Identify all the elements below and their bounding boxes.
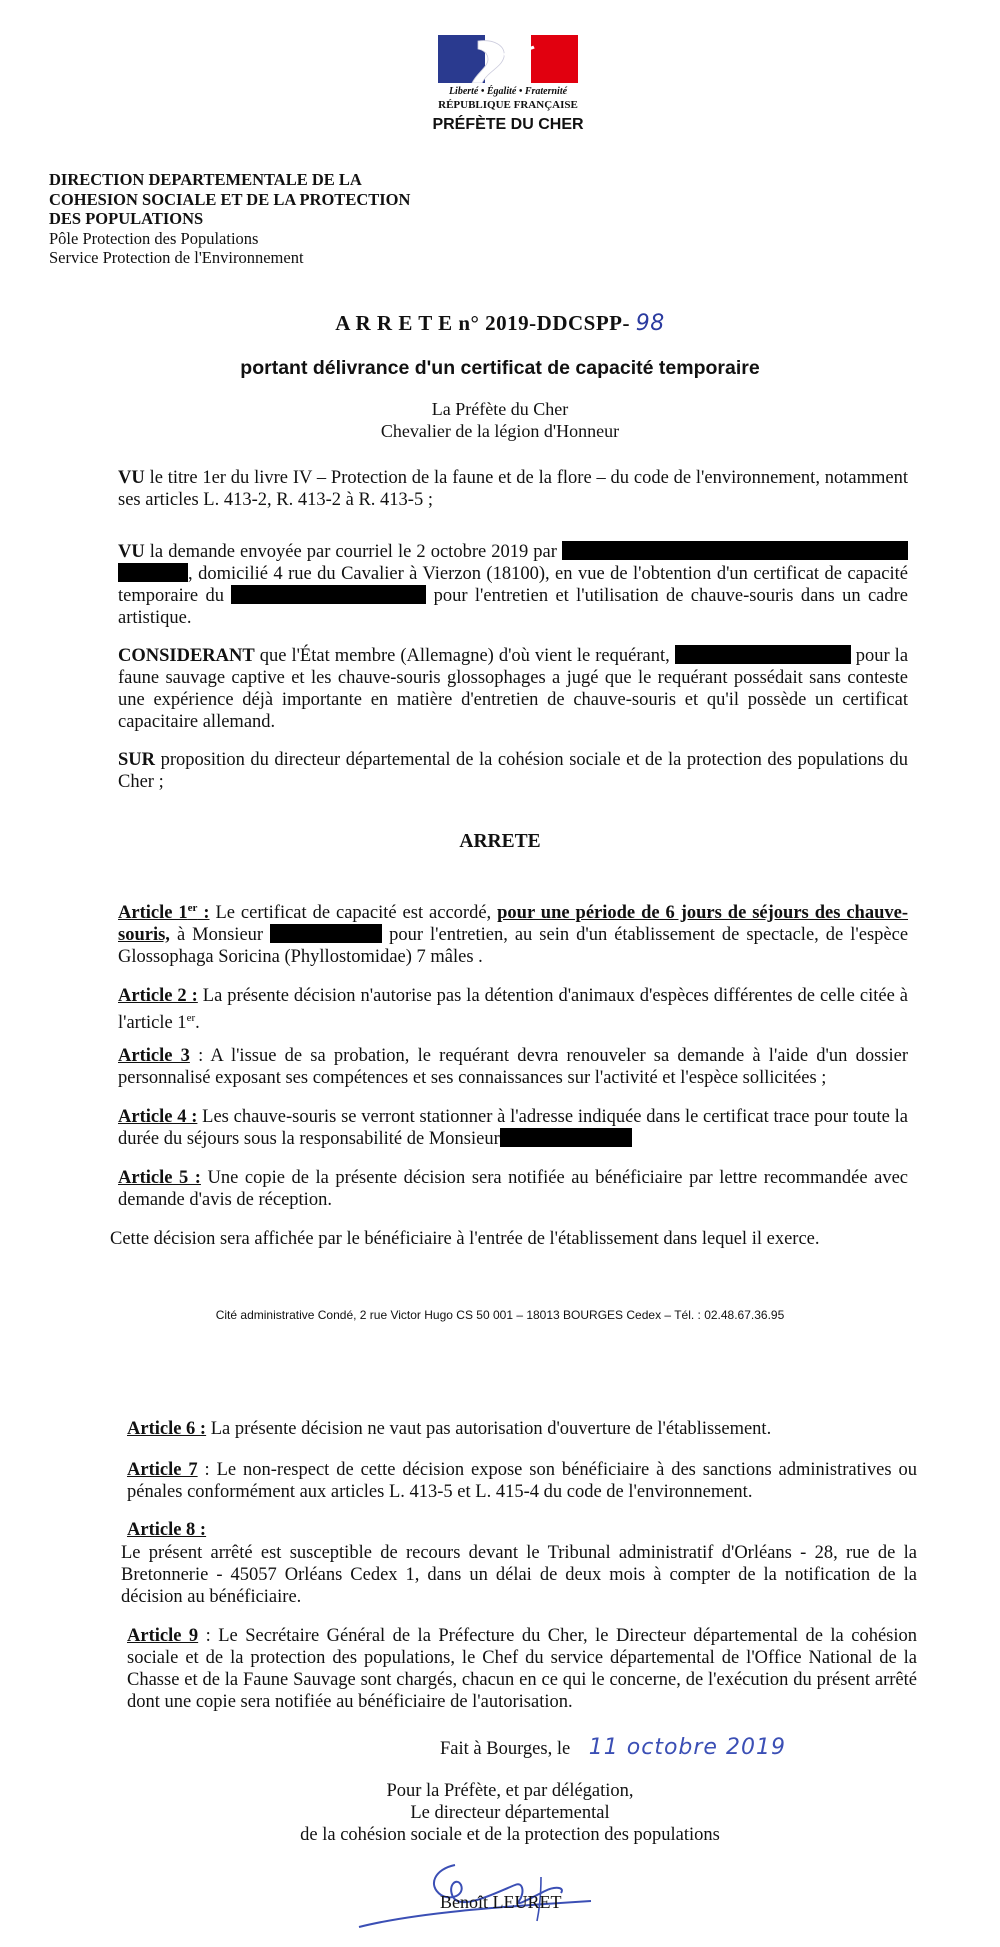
arrete-title-text: A R R E T E n° 2019-DDCSPP- [335, 311, 630, 335]
sur-label: SUR [118, 750, 156, 770]
article-1-text-c: pour l'entretien, au sein d'un établissement de spectacle, de l'espèce Glossophaga Soricina (Phyllostomidae) 7 mâles . [118, 925, 909, 968]
redacted-requester-name-cont [118, 563, 188, 582]
article-5-text: Une copie de la présente décision sera notifiée au bénéficiaire par lettre recommandée avec demande d'avis de réception. [118, 1168, 908, 1210]
article-1 [118, 897, 908, 968]
article-7-label: Article 7 [127, 1460, 198, 1480]
article-2-label: Article 2 : [118, 986, 198, 1006]
signature-line-3: de la cohésion sociale et de la protection des populations [300, 1825, 720, 1845]
article-4-text: Les chauve-souris se verront stationner à l'adresse indiquée dans le certificat trace pour toute la durée du séjours sous la responsabilité de Monsieur [118, 1107, 909, 1149]
signer-name: Benoît LEURET [440, 1892, 562, 1912]
article-9-label: Article 9 [127, 1626, 199, 1646]
article-6-label: Article 6 : [127, 1419, 207, 1439]
article-1-emphasis: pour une période de 6 jours de séjours des chauve-souris, [118, 903, 909, 946]
sur-text: proposition du directeur départemental de la cohésion sociale et de la protection des populations du Cher ; [118, 750, 909, 792]
prefecture-label: PRÉFÈTE DU CHER [432, 116, 584, 133]
affichage-paragraph: Cette décision sera affichée par le bénéficiaire à l'entrée de l'établissement dans lequel il exerce. [110, 1229, 820, 1249]
fait-a-text: Fait à Bourges, le [440, 1739, 571, 1759]
article-8: Le présent arrêté est susceptible de recours devant le Tribunal administratif d'Orléans - 28, rue de la Bretonnerie - 45057 Orléans Cedex 1, dans un délai de deux mois à compter de la notification de la décision au bénéficiaire. [121, 1543, 917, 1607]
direction-block [49, 170, 410, 268]
article-3-text: : A l'issue de sa probation, le requérant devra renouveler sa demande à l'aide d'un dossier personnalisé exposant ses compétences et ses connaissances sur l'activité et l'espèce sollicitées ; [118, 1046, 908, 1088]
article-7-text: : Le non-respect de cette décision expose son bénéficiaire à des sanctions administratives ou pénales conformément aux articles L. 413-5 et L. 415-4 du code de l'environnement. [127, 1460, 918, 1502]
direction-line-1: DIRECTION DEPARTEMENTALE DE LA [49, 170, 362, 189]
direction-line-3: DES POPULATIONS [49, 209, 204, 228]
vu-label: VU [118, 468, 145, 488]
article-8-label: Article 8 : [127, 1520, 207, 1540]
footer-address: Cité administrative Condé, 2 rue Victor Hugo CS 50 001 – 18013 BOURGES Cedex – Tél. : 02.48.67.36.95 [215, 1308, 785, 1322]
vu-label: VU [118, 542, 145, 562]
fait-a-line [440, 1735, 786, 1760]
direction-line-2: COHESION SOCIALE ET DE LA PROTECTION [49, 189, 411, 209]
sur-paragraph [118, 749, 908, 793]
article-1-text-a: Le certificat de capacité est accordé, [215, 903, 492, 924]
authority-line-1: La Préfète du Cher [431, 399, 569, 419]
article-3 [118, 1045, 908, 1089]
considerant-text-b: pour la faune sauvage captive et les chauve-souris glossophages a jugé que le requérant possédait sans conteste une expérience déjà importante en matière d'entretien de chauve-souris et qu'il possède un certificat capacitaire allemand. [118, 646, 909, 732]
article-7 [127, 1459, 917, 1503]
redacted-dates [231, 585, 426, 604]
article-4-label: Article 4 : [118, 1107, 198, 1127]
arrete-title [0, 311, 1000, 336]
considerant-text-a: que l'État membre (Allemagne) d'où vient le requérant, [259, 646, 670, 666]
considerant-paragraph [118, 645, 908, 733]
article-3-label: Article 3 [118, 1046, 190, 1066]
redacted-requester-name [562, 541, 908, 560]
article-2-text: La présente décision n'autorise pas la détention d'animaux d'espèces différentes de celle citée à l'article 1 [118, 986, 908, 1034]
article-6-text: La présente décision ne vaut pas autorisation d'ouverture de l'établissement. [210, 1419, 772, 1439]
article-1-text-b: à Monsieur [176, 925, 264, 946]
authority-block [0, 398, 1000, 442]
redacted-name-article-4 [500, 1128, 632, 1147]
arrete-heading: ARRETE [459, 831, 541, 852]
article-4 [118, 1106, 908, 1150]
vu-paragraph-2 [118, 541, 908, 629]
marianne-logo [438, 35, 578, 83]
arrete-number-handwritten: 98 [635, 311, 665, 336]
considerant-label: CONSIDERANT [118, 646, 255, 666]
authority-line-2: Chevalier de la légion d'Honneur [380, 421, 620, 441]
signature-block [260, 1780, 760, 1846]
vu-text-c: pour l'entretien et l'utilisation de chauve-souris dans un cadre artistique. [118, 586, 908, 628]
article-9-text: : Le Secrétaire Général de la Préfecture du Cher, le Directeur départemental de la cohésion sociale et de la protection des populations, le Chef du service départemental de l'Office National de la Chasse et de la Faune Sauvage sont chargés, chacun en ce qui le concerne, de l'exécution du présent arrêté dont une copie sera notifiée au bénéficiaire de l'autorisation. [127, 1626, 917, 1712]
vu-text-a: la demande envoyée par courriel le 2 octobre 2019 par [149, 542, 557, 562]
signature-line-2: Le directeur départemental [410, 1803, 610, 1823]
redacted-name-article-1 [270, 924, 382, 943]
vu-text-b: , domicilié 4 rue du Cavalier à Vierzon (18100), en vue de l'obtention d'un certificat de capacité temporaire du [118, 564, 908, 606]
republic-label: RÉPUBLIQUE FRANÇAISE [438, 99, 578, 111]
article-2: Article 2 : La présente décision n'autorise pas la détention d'animaux d'espèces différentes de celle citée à l'article 1er. [118, 986, 908, 1034]
signature-line-1: Pour la Préfète, et par délégation, [386, 1781, 634, 1801]
article-2-sup: er [186, 1012, 196, 1024]
article-5-label: Article 5 : [118, 1168, 201, 1188]
article-1-label: Article 1er : [118, 902, 210, 924]
article-5 [118, 1167, 908, 1211]
article-9 [127, 1625, 917, 1713]
vu-paragraph-1 [118, 467, 908, 511]
redacted-requester-name-2 [675, 645, 851, 664]
article-6 [127, 1418, 917, 1440]
date-handwritten: 11 octobre 2019 [588, 1735, 786, 1760]
motto: Liberté • Égalité • Fraternité [448, 86, 568, 97]
direction-line-4: Pôle Protection des Populations [49, 228, 259, 248]
direction-line-5: Service Protection de l'Environnement [49, 248, 304, 267]
arrete-subtitle: portant délivrance d'un certificat de capacité temporaire [240, 357, 760, 379]
vu-text: le titre 1er du livre IV – Protection de la faune et de la flore – du code de l'environnement, notamment ses articles L. 413-2, R. 413-2 à R. 413-5 ; [118, 468, 908, 510]
